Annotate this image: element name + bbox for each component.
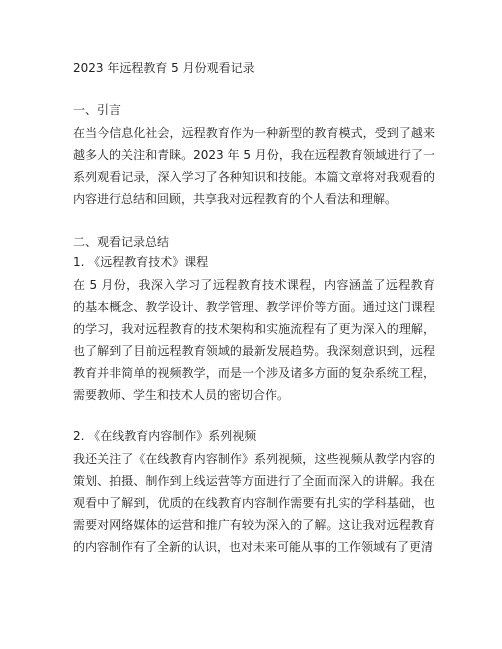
document-page — [73, 60, 435, 558]
item-paragraph-distance-education-technology: 在 5 月份，我深入学习了远程教育技术课程，内容涵盖了远程教育的基本概念、教学设计、教学管理、教学评价等方面。通过这门课程的学习，我对远程教育的技术架构和实施流程有了更为深入的理解，也了解到了目前远程教育领域的最新发展趋势。我深刻意识到，远程教育并非简单的视频教学，而是一个涉及诸多方面的复杂系统工程，需要教师、学生和技术人员的密切合作。 — [73, 278, 435, 402]
item-paragraph-online-content-production: 我还关注了《在线教育内容制作》系列视频，这些视频从教学内容的策划、拍摄、制作到上线运营等方面进行了全面而深入的讲解。我在观看中了解到，优质的在线教育内容制作需要有扎实的学科基础，也需要对网络媒体的运营和推广有较为深入的了解。这让我对远程教育的内容制作有了全新的认识，也对未来可能从事的工作领域有了更清 — [73, 452, 435, 554]
item-heading-distance-education-technology: 1. 《远程教育技术》课程 — [73, 255, 209, 269]
section-heading-introduction: 一、引言 — [73, 103, 122, 117]
document-title: 2023 年远程教育 5 月份观看记录 — [73, 61, 255, 75]
item-heading-online-content-production: 2. 《在线教育内容制作》系列视频 — [73, 429, 257, 443]
introduction-paragraph: 在当今信息化社会，远程教育作为一种新型的教育模式，受到了越来越多人的关注和青睐。2023 年 5 月份，我在远程教育领域进行了一系列观看记录，深入学习了各种知识和技能。本篇文章将对我观看的内容进行总结和回顾，共享我对远程教育的个人看法和理解。 — [73, 126, 435, 206]
section-heading-summary: 二、观看记录总结 — [73, 235, 170, 249]
